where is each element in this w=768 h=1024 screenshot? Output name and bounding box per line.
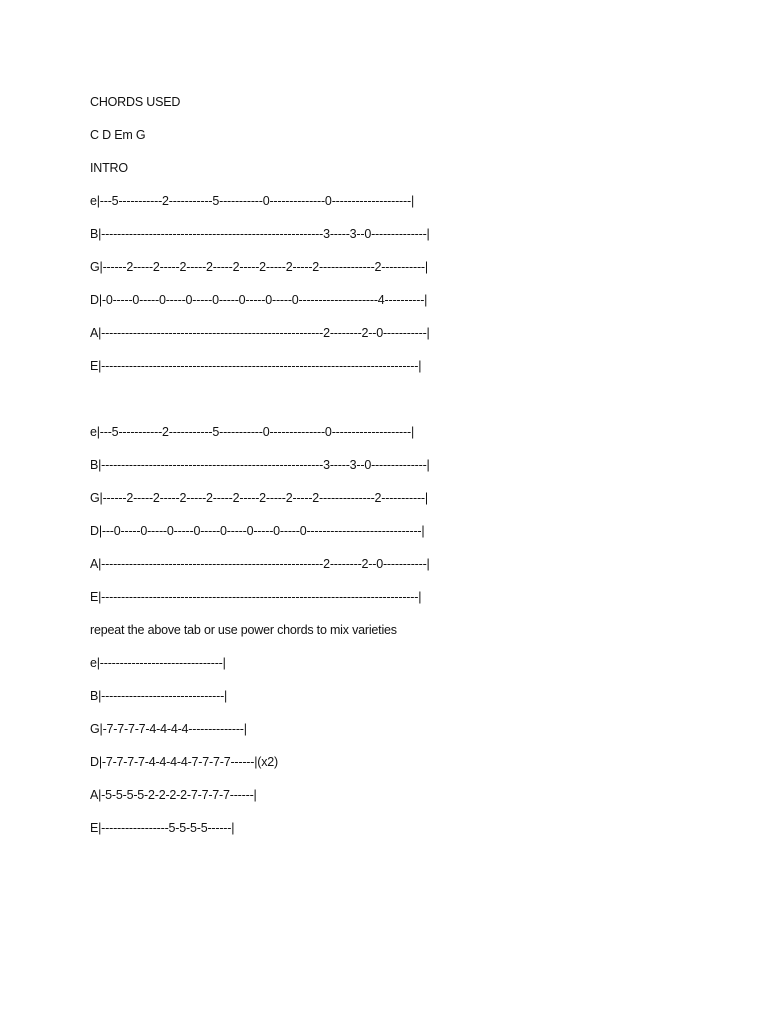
- tab-line-g: G|------2-----2-----2-----2-----2-----2-----2-----2--------------2-----------|: [90, 491, 428, 505]
- tab-line-b: B|--------------------------------------------------------3-----3--0--------------|: [90, 458, 430, 472]
- tab-line-b: B|-------------------------------|: [90, 689, 228, 703]
- tab-line-b: B|--------------------------------------------------------3-----3--0--------------|: [90, 227, 430, 241]
- tab-line-a: A|--------------------------------------------------------2--------2--0-----------|: [90, 557, 430, 571]
- heading-intro: INTRO: [90, 161, 128, 175]
- heading-chords-used: CHORDS USED: [90, 95, 181, 109]
- tab-line-d: D|-7-7-7-7-4-4-4-4-7-7-7-7------|(x2): [90, 755, 278, 769]
- tab-document: [90, 94, 750, 853]
- blank-line: [90, 391, 750, 424]
- tab-line-a: A|--------------------------------------------------------2--------2--0-----------|: [90, 326, 430, 340]
- repeat-note: repeat the above tab or use power chords to mix varieties: [90, 623, 397, 637]
- tab-line-high-e: e|---5-----------2-----------5-----------0--------------0--------------------|: [90, 425, 414, 439]
- tab-line-a: A|-5-5-5-5-2-2-2-2-7-7-7-7------|: [90, 788, 257, 802]
- tab-line-g: G|-7-7-7-7-4-4-4-4--------------|: [90, 722, 247, 736]
- chord-list: C D Em G: [90, 128, 146, 142]
- tab-line-d: D|-0-----0-----0-----0-----0-----0-----0-----0--------------------4----------|: [90, 293, 428, 307]
- tab-line-low-e: E|--------------------------------------------------------------------------------|: [90, 359, 422, 373]
- tab-line-high-e: e|---5-----------2-----------5-----------0--------------0--------------------|: [90, 194, 414, 208]
- tab-line-d: D|---0-----0-----0-----0-----0-----0-----0-----0-----------------------------|: [90, 524, 425, 538]
- tab-line-low-e: E|-----------------5-5-5-5------|: [90, 821, 235, 835]
- tab-line-g: G|------2-----2-----2-----2-----2-----2-----2-----2--------------2-----------|: [90, 260, 428, 274]
- tab-line-low-e: E|--------------------------------------------------------------------------------|: [90, 590, 422, 604]
- tab-line-high-e: e|-------------------------------|: [90, 656, 226, 670]
